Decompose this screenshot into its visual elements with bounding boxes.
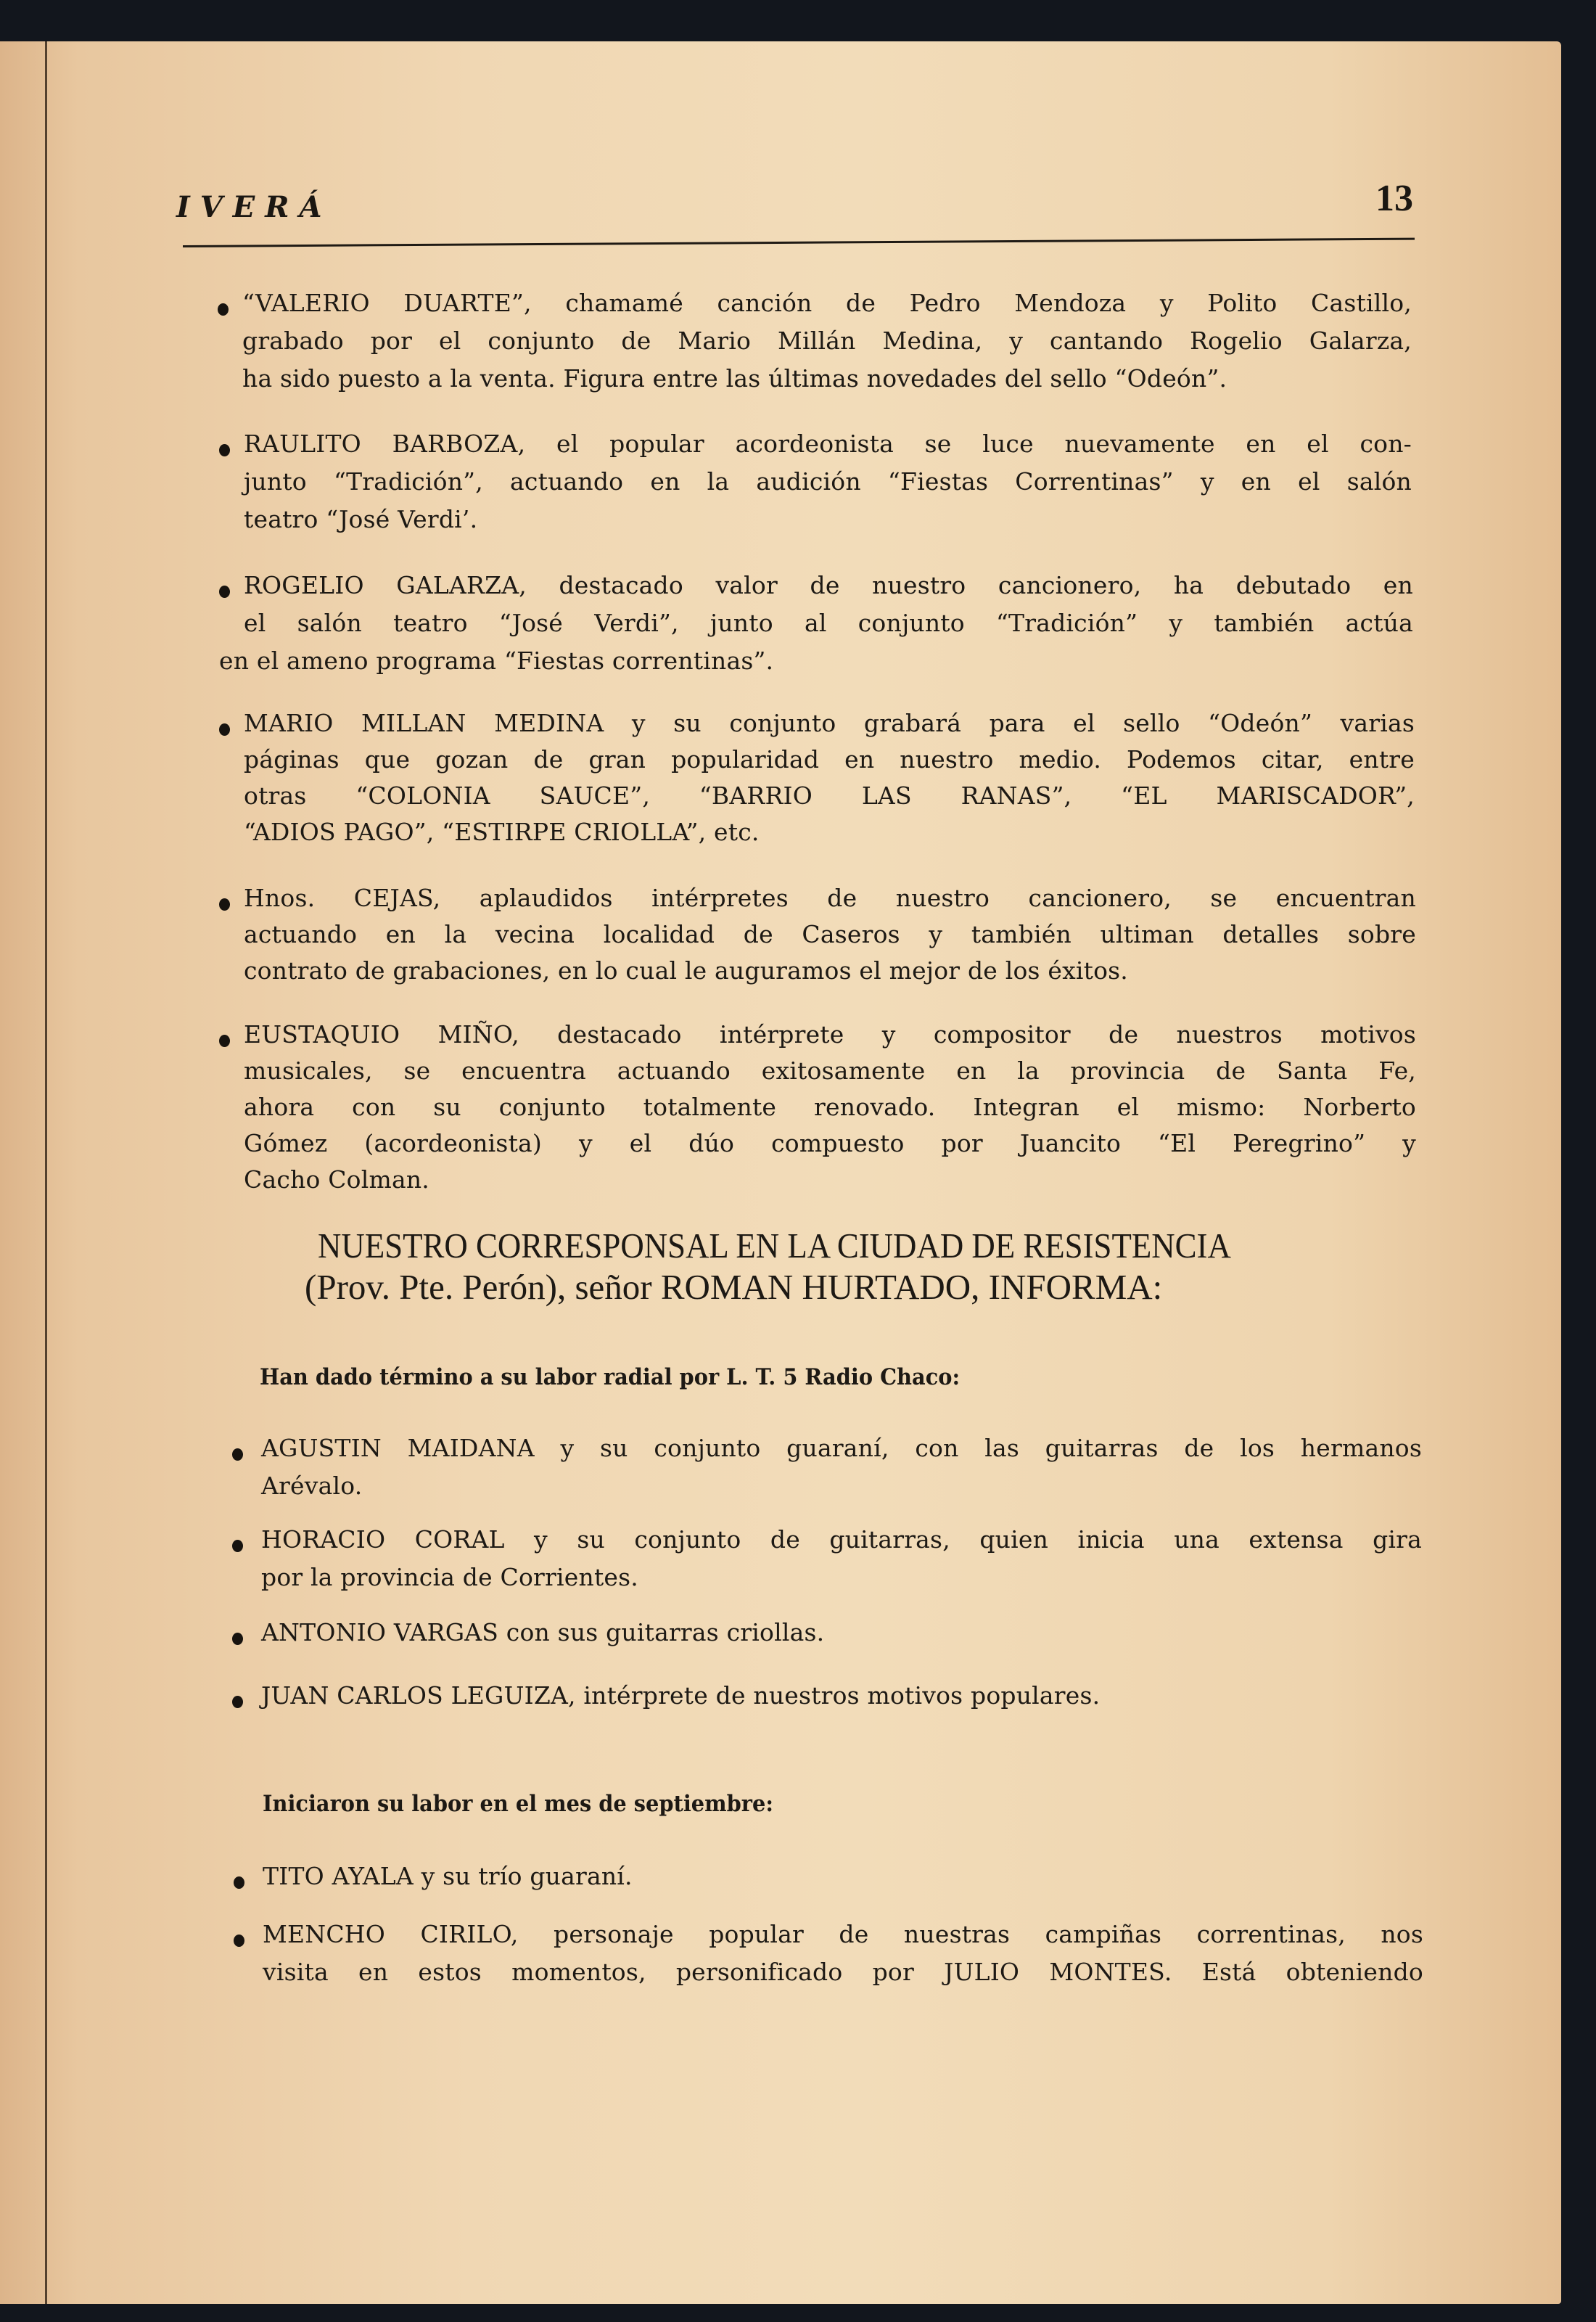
paragraph-line: musicales, se encuentra actuando exitosamente en la provincia de Santa Fe, — [244, 1057, 1416, 1085]
paragraph-line: TITO AYALA y su trío guaraní. — [263, 1862, 633, 1890]
paragraph-line: actuando en la vecina localidad de Caseros y también ultiman detalles sobre — [244, 920, 1416, 948]
paragraph-line: “ADIOS PAGO”, “ESTIRPE CRIOLLA”, etc. — [244, 818, 760, 846]
bullet-icon — [232, 1633, 243, 1645]
page-gutter-line — [45, 41, 47, 2304]
paragraph-line: AGUSTIN MAIDANA y su conjunto guaraní, con las guitarras de los hermanos — [261, 1434, 1422, 1462]
paragraph-line: junto “Tradición”, actuando en la audición “Fiestas Correntinas” y en el salón — [244, 467, 1412, 496]
section-heading: NUESTRO CORRESPONSAL EN LA CIUDAD DE RESISTENCIA — [318, 1226, 1231, 1265]
paragraph-line: otras “COLONIA SAUCE”, “BARRIO LAS RANAS”, “EL MARISCADOR”, — [244, 781, 1415, 810]
paragraph-line: EUSTAQUIO MIÑO, destacado intérprete y compositor de nuestros motivos — [244, 1020, 1416, 1049]
bullet-icon — [219, 444, 230, 456]
bullet-icon — [219, 1035, 230, 1047]
page-number: 13 — [1375, 178, 1413, 219]
bullet-icon — [232, 1696, 243, 1708]
paragraph-line: contrato de grabaciones, en lo cual le auguramos el mejor de los éxitos. — [244, 956, 1128, 985]
paragraph-line: MENCHO CIRILO, personaje popular de nuestras campiñas correntinas, nos — [263, 1920, 1423, 1948]
paragraph-line: RAULITO BARBOZA, el popular acordeonista se luce nuevamente en el con- — [244, 430, 1412, 458]
paragraph-line: MARIO MILLAN MEDINA y su conjunto grabará para el sello “Odeón” varias — [244, 709, 1415, 737]
paragraph-line: Hnos. CEJAS, aplaudidos intérpretes de nuestro cancionero, se encuentran — [244, 884, 1416, 912]
paragraph-line: JUAN CARLOS LEGUIZA, intérprete de nuestros motivos populares. — [261, 1681, 1101, 1710]
paragraph-line: ROGELIO GALARZA, destacado valor de nuestro cancionero, ha debutado en — [244, 571, 1413, 599]
bullet-icon — [232, 1540, 243, 1552]
paragraph-line: por la provincia de Corrientes. — [261, 1563, 638, 1591]
paragraph-line: en el ameno programa “Fiestas correntinas”. — [219, 647, 774, 675]
subheading-radio-chaco: Han dado término a su labor radial por L. T. 5 Radio Chaco: — [260, 1364, 961, 1390]
bullet-icon — [232, 1448, 243, 1461]
section-heading-subline: (Prov. Pte. Perón), señor ROMAN HURTADO, INFORMA: — [305, 1267, 1163, 1307]
paragraph-line: ha sido puesto a la venta. Figura entre las últimas novedades del sello “Odeón”. — [242, 364, 1227, 393]
paragraph-line: ANTONIO VARGAS con sus guitarras criollas. — [261, 1618, 825, 1646]
paragraph-line: grabado por el conjunto de Mario Millán Medina, y cantando Rogelio Galarza, — [242, 327, 1412, 355]
bullet-icon — [219, 723, 230, 736]
paragraph-line: páginas que gozan de gran popularidad en nuestro medio. Podemos citar, entre — [244, 745, 1415, 774]
bullet-icon — [219, 898, 230, 911]
subheading-septiembre: Iniciaron su labor en el mes de septiembre: — [263, 1791, 773, 1817]
paragraph-line: visita en estos momentos, personificado por JULIO MONTES. Está obteniendo — [263, 1958, 1423, 1986]
paragraph-line: “VALERIO DUARTE”, chamamé canción de Pedro Mendoza y Polito Castillo, — [242, 289, 1412, 317]
paragraph-line: ahora con su conjunto totalmente renovado. Integran el mismo: Norberto — [244, 1093, 1416, 1121]
paragraph-line: el salón teatro “José Verdi”, junto al conjunto “Tradición” y también actúa — [244, 609, 1413, 637]
bullet-icon — [234, 1935, 244, 1947]
paragraph-line: teatro “José Verdi’. — [244, 505, 478, 533]
bullet-icon — [219, 586, 230, 598]
bullet-icon — [234, 1876, 244, 1889]
running-title: IVERÁ — [176, 190, 332, 224]
paragraph-line: Arévalo. — [261, 1472, 363, 1500]
bullet-icon — [218, 303, 229, 316]
paragraph-line: HORACIO CORAL y su conjunto de guitarras, quien inicia una extensa gira — [261, 1525, 1422, 1554]
paragraph-line: Cacho Colman. — [244, 1165, 429, 1194]
paragraph-line: Gómez (acordeonista) y el dúo compuesto por Juancito “El Peregrino” y — [244, 1129, 1416, 1157]
